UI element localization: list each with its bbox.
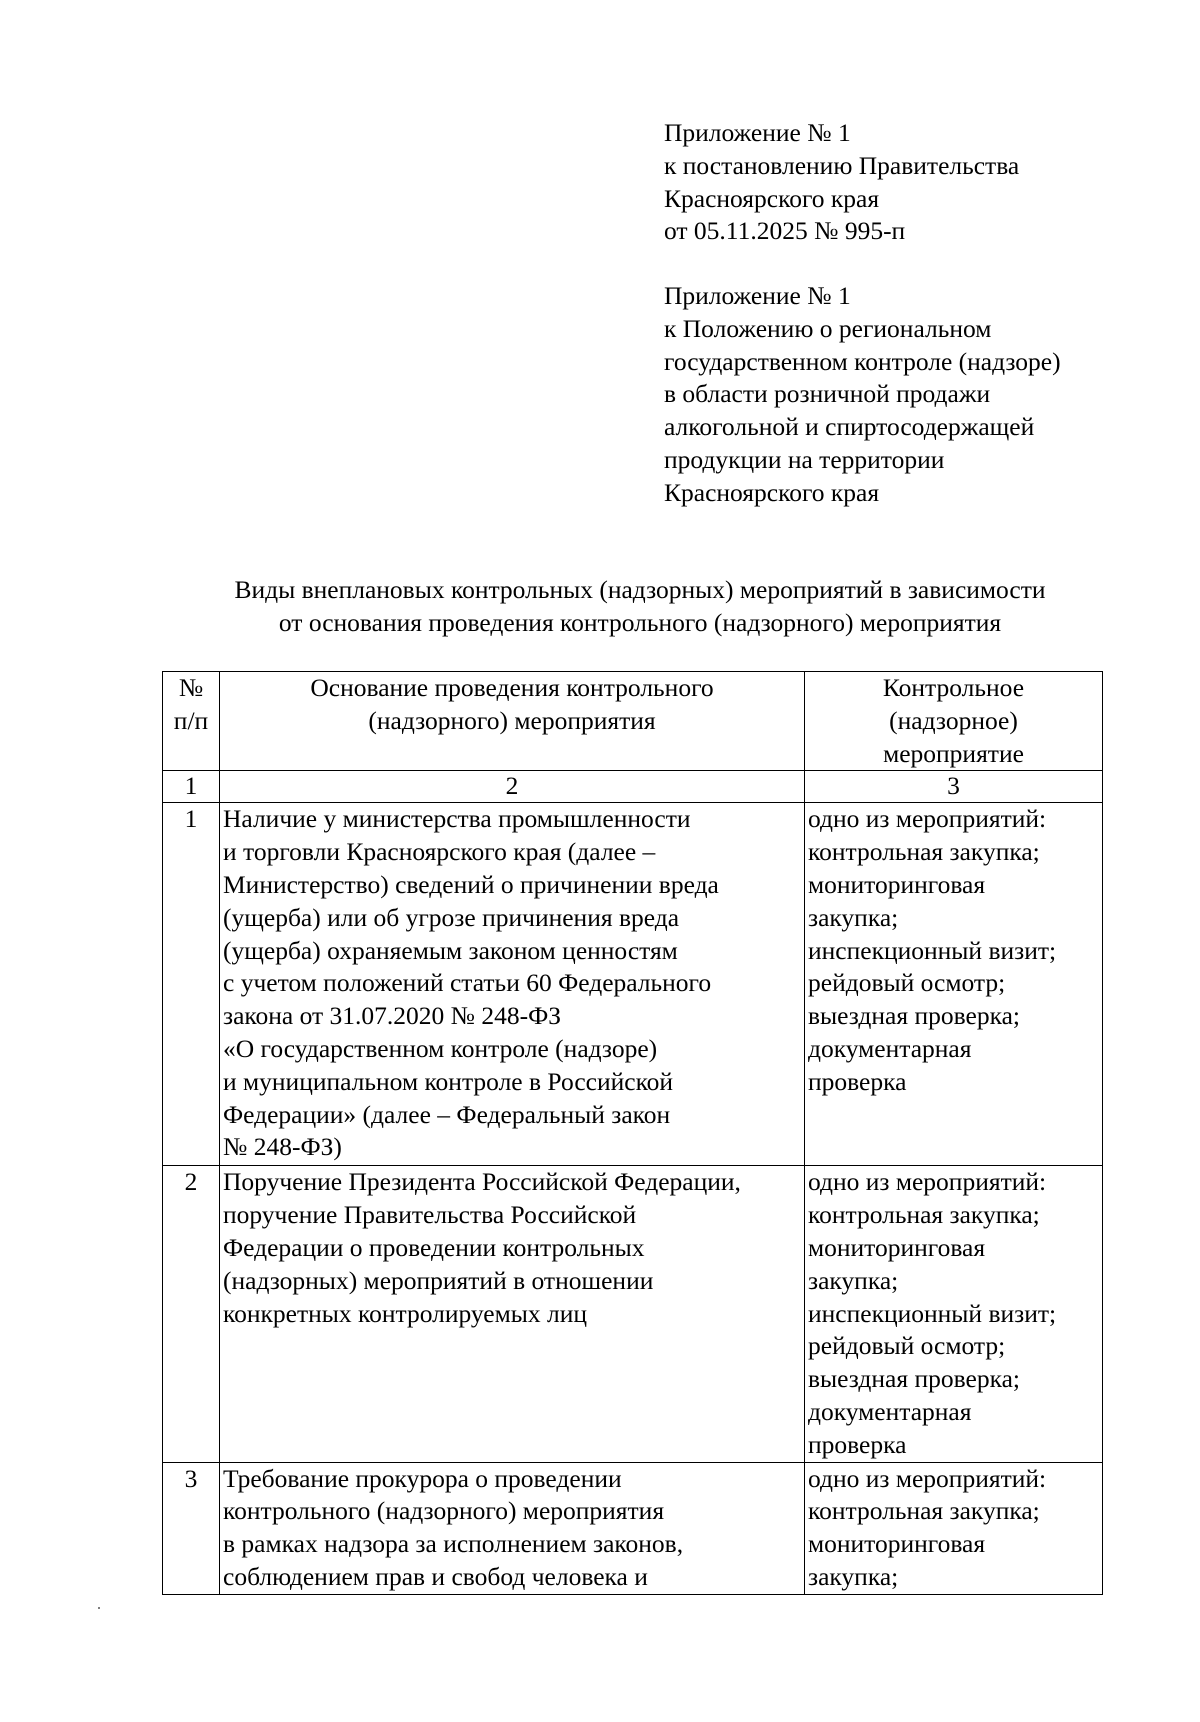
table-row (163, 1462, 1103, 1594)
document-title (80, 573, 1200, 639)
row-num: 3 (163, 1462, 220, 1594)
approval-line: от 05.11.2025 № 995-п (664, 216, 906, 246)
title-line: от основания проведения контрольного (надзорного) мероприятия (278, 608, 1002, 637)
approval-line: Красноярского края (664, 477, 880, 507)
header-basis: Основание проведения контрольного (надзорного) мероприятия (220, 672, 805, 771)
approval-block-regulation (664, 280, 1164, 510)
row-basis: Поручение Президента Российской Федерации, поручение Правительства Российской Федерации о проведении контрольных (надзорных) мероприятий в отношении конкретных контролируемых лиц (220, 1166, 805, 1462)
scan-speck (98, 1607, 100, 1609)
table-row (163, 803, 1103, 1166)
approval-line: алкогольной и спиртосодержащей (664, 412, 1035, 442)
column-number: 3 (805, 771, 1103, 803)
approval-line: государственном контроле (надзоре) (664, 346, 1061, 376)
row-measure: одно из мероприятий: контрольная закупка; мониторинговая закупка; инспекционный визит; рейдовый осмотр; выездная проверка; документарная проверка (805, 803, 1103, 1166)
row-num: 1 (163, 803, 220, 1166)
approval-line: Красноярского края (664, 183, 880, 213)
title-line: Виды внеплановых контрольных (надзорных) мероприятий в зависимости (234, 575, 1046, 604)
measures-table (162, 671, 1103, 1595)
row-num: 2 (163, 1166, 220, 1462)
row-measure: одно из мероприятий: контрольная закупка; мониторинговая закупка; инспекционный визит; рейдовый осмотр; выездная проверка; документарная проверка (805, 1166, 1103, 1462)
table-row (163, 1166, 1103, 1462)
table-header-row (163, 672, 1103, 771)
column-number-row (163, 771, 1103, 803)
header-measure: Контрольное (надзорное) мероприятие (805, 672, 1103, 771)
row-basis: Требование прокурора о проведении контрольного (надзорного) мероприятия в рамках надзора за исполнением законов, соблюдением прав и свобод человека и (220, 1462, 805, 1594)
column-number: 1 (163, 771, 220, 803)
approval-line: продукции на территории (664, 444, 945, 474)
approval-line: Приложение № 1 (664, 118, 851, 147)
approval-line: Приложение № 1 (664, 281, 851, 310)
header-num: № п/п (163, 672, 220, 771)
row-measure: одно из мероприятий: контрольная закупка; мониторинговая закупка; (805, 1462, 1103, 1594)
column-number: 2 (220, 771, 805, 803)
approval-block-resolution (664, 117, 1164, 248)
approval-line: к постановлению Правительства (664, 150, 1020, 180)
approval-line: в области розничной продажи (664, 379, 991, 409)
row-basis: Наличие у министерства промышленности и торговли Красноярского края (далее – Министерство) сведений о причинении вреда (ущерба) или об угрозе причинения вреда (ущерба) охраняемым законом ценностям с учетом положений статьи 60 Федерального закона от 31.07.2020 № 248-ФЗ «О государственном контроле (надзоре) и муниципальном контроле в Российской Федерации» (далее – Федеральный закон № 248-ФЗ) (220, 803, 805, 1166)
approval-line: к Положению о региональном (664, 313, 992, 343)
